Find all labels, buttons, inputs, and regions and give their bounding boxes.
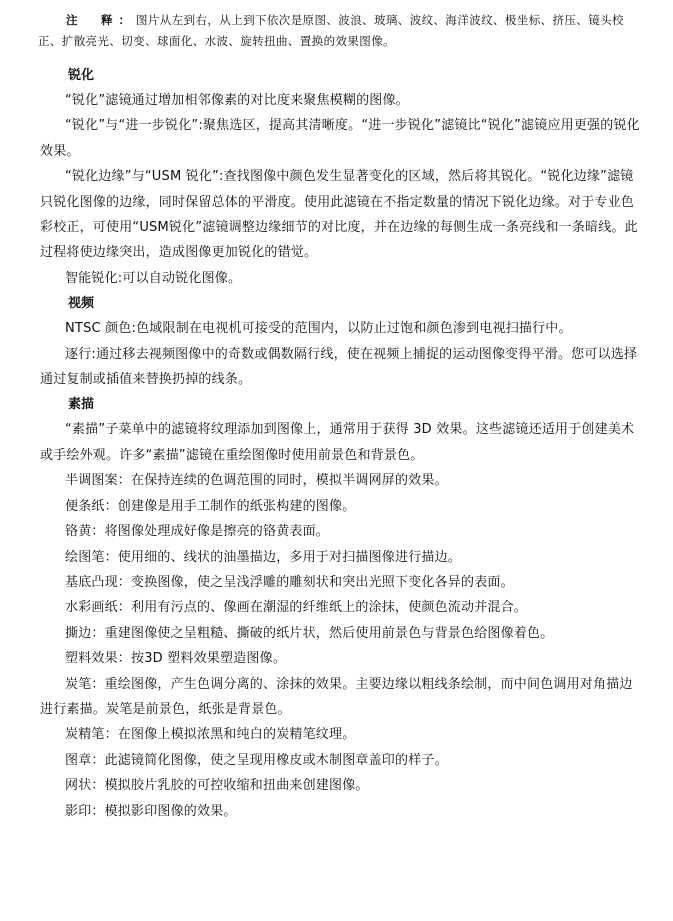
paragraph: NTSC 颜色:色域限制在电视机可接受的范围内，以防止过饱和颜色渗到电视扫描行中。 bbox=[65, 321, 572, 337]
paragraph: 网状：模拟胶片乳胶的可控收缩和扭曲来创建图像。 bbox=[65, 778, 369, 794]
document-body bbox=[40, 63, 640, 824]
paragraph: 半调图案：在保持连续的色调范围的同时，模拟半调网屏的效果。 bbox=[65, 473, 448, 489]
paragraph: 撕边：重建图像使之呈粗糙、撕破的纸片状，然后使用前景色与背景色给图像着色。 bbox=[65, 625, 554, 641]
note-label: 注 释： bbox=[66, 13, 136, 27]
figure-note bbox=[38, 10, 638, 52]
paragraph: “锐化”与“进一步锐化”:聚焦选区，提高其清晰度。“进一步锐化”滤镜比“锐化”滤镜应用更强的锐化效果。 bbox=[40, 118, 640, 159]
paragraph: 水彩画纸：利用有污点的、像画在潮湿的纤维纸上的涂抹，使颜色流动并混合。 bbox=[65, 600, 528, 616]
paragraph: 炭精笔：在图像上模拟浓黑和纯白的炭精笔纹理。 bbox=[65, 727, 356, 743]
paragraph: 基底凸现：变换图像，使之呈浅浮雕的雕刻状和突出光照下变化各异的表面。 bbox=[65, 574, 514, 590]
paragraph: 塑料效果：按3D 塑料效果塑造图像。 bbox=[65, 651, 287, 667]
paragraph: “锐化边缘”与“USM 锐化”:查找图像中颜色发生显著变化的区域，然后将其锐化。“锐化边缘”滤镜只锐化图像的边缘，同时保留总体的平滑度。使用此滤镜在不指定数量的情况下锐化边缘。对于专业色彩校正，可使用“USM锐化”滤镜调整边缘细节的对比度，并在边缘的每侧生成一条亮线和一条暗线。此过程将使边缘突出，造成图像更加锐化的错觉。 bbox=[40, 169, 638, 261]
section-heading-video: 视频 bbox=[68, 296, 95, 312]
paragraph: 逐行:通过移去视频图像中的奇数或偶数隔行线，使在视频上捕捉的运动图像变得平滑。您可以选择通过复制或插值来替换扔掉的线条。 bbox=[40, 346, 638, 388]
paragraph: 炭笔：重绘图像，产生色调分离的、涂抹的效果。主要边缘以粗线条绘制，而中间色调用对角描边进行素描。炭笔是前景色，纸张是背景色。 bbox=[40, 676, 633, 717]
paragraph: 便条纸：创建像是用手工制作的纸张构建的图像。 bbox=[65, 498, 356, 514]
paragraph: 影印：模拟影印图像的效果。 bbox=[65, 803, 237, 819]
paragraph: “素描”子菜单中的滤镜将纹理添加到图像上，通常用于获得 3D 效果。这些滤镜还适用于创建美术或手绘外观。许多“素描”滤镜在重绘图像时使用前景色和背景色。 bbox=[40, 422, 635, 463]
paragraph: 智能锐化:可以自动锐化图像。 bbox=[65, 270, 242, 286]
paragraph: 图章：此滤镜简化图像，使之呈现用橡皮或木制图章盖印的样子。 bbox=[65, 752, 448, 768]
paragraph: 绘图笔：使用细的、线状的油墨描边，多用于对扫描图像进行描边。 bbox=[65, 549, 462, 565]
note-text: 图片从左到右，从上到下依次是原图、波浪、玻璃、波纹、海洋波纹、极坐标、挤压、镜头校正、扩散亮光、切变、球面化、水波、旋转扭曲、置换的效果图像。 bbox=[38, 13, 624, 48]
section-heading-sketch: 素描 bbox=[68, 397, 95, 413]
paragraph: “锐化”滤镜通过增加相邻像素的对比度来聚焦模糊的图像。 bbox=[65, 93, 409, 108]
paragraph: 铬黄：将图像处理成好像是擦亮的铬黄表面。 bbox=[65, 524, 330, 540]
section-heading-sharpen: 锐化 bbox=[68, 68, 95, 83]
